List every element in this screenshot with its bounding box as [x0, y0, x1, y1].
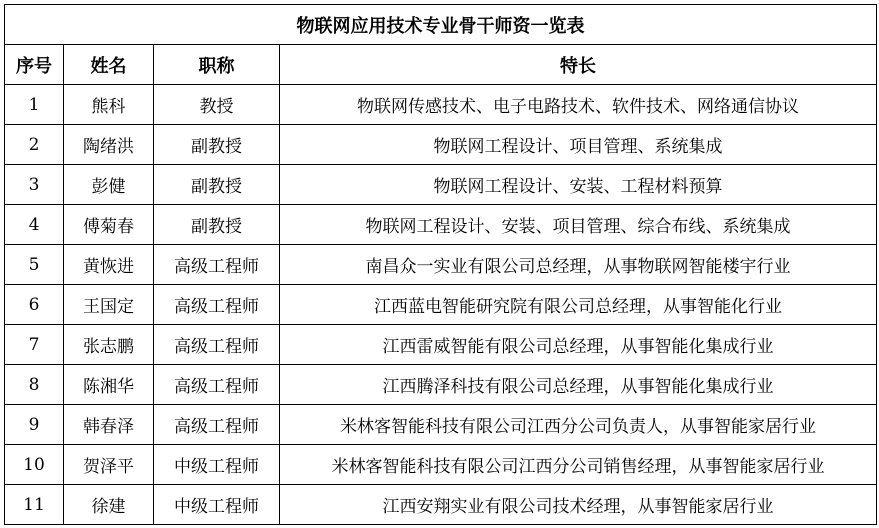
cell-no: 6 [5, 285, 64, 325]
table-title-row [5, 5, 877, 45]
table-row [5, 125, 877, 165]
header-no: 序号 [5, 45, 64, 85]
cell-name: 熊科 [64, 85, 154, 125]
header-title: 职称 [154, 45, 280, 85]
cell-title: 中级工程师 [154, 485, 280, 525]
table-row [5, 205, 877, 245]
cell-specialty: 江西蓝电智能研究院有限公司总经理，从事智能化行业 [280, 285, 877, 325]
table-title: 物联网应用技术专业骨干师资一览表 [5, 5, 877, 45]
cell-name: 王国定 [64, 285, 154, 325]
cell-title: 中级工程师 [154, 445, 280, 485]
table-row [5, 365, 877, 405]
cell-name: 徐建 [64, 485, 154, 525]
cell-specialty: 南昌众一实业有限公司总经理，从事物联网智能楼宇行业 [280, 245, 877, 285]
faculty-table [4, 4, 877, 525]
cell-name: 张志鹏 [64, 325, 154, 365]
table-row [5, 325, 877, 365]
cell-specialty: 米林客智能科技有限公司江西分公司销售经理，从事智能家居行业 [280, 445, 877, 485]
cell-specialty: 物联网传感技术、电子电路技术、软件技术、网络通信协议 [280, 85, 877, 125]
table-row [5, 405, 877, 445]
cell-name: 陶绪洪 [64, 125, 154, 165]
cell-title: 副教授 [154, 165, 280, 205]
cell-title: 高级工程师 [154, 405, 280, 445]
table-row [5, 245, 877, 285]
cell-specialty: 江西雷威智能有限公司总经理，从事智能化集成行业 [280, 325, 877, 365]
header-name: 姓名 [64, 45, 154, 85]
cell-specialty: 物联网工程设计、项目管理、系统集成 [280, 125, 877, 165]
cell-no: 9 [5, 405, 64, 445]
cell-name: 黄恢进 [64, 245, 154, 285]
cell-title: 副教授 [154, 205, 280, 245]
cell-title: 副教授 [154, 125, 280, 165]
cell-specialty: 物联网工程设计、安装、工程材料预算 [280, 165, 877, 205]
table-row [5, 445, 877, 485]
cell-title: 高级工程师 [154, 325, 280, 365]
header-specialty: 特长 [280, 45, 877, 85]
cell-specialty: 米林客智能科技有限公司江西分公司负责人，从事智能家居行业 [280, 405, 877, 445]
table-row [5, 165, 877, 205]
cell-no: 8 [5, 365, 64, 405]
cell-no: 2 [5, 125, 64, 165]
cell-name: 傅菊春 [64, 205, 154, 245]
cell-no: 4 [5, 205, 64, 245]
cell-no: 11 [5, 485, 64, 525]
cell-no: 10 [5, 445, 64, 485]
cell-specialty: 江西腾泽科技有限公司总经理，从事智能化集成行业 [280, 365, 877, 405]
cell-name: 韩春泽 [64, 405, 154, 445]
cell-specialty: 江西安翔实业有限公司技术经理，从事智能家居行业 [280, 485, 877, 525]
cell-title: 高级工程师 [154, 285, 280, 325]
table-header-row [5, 45, 877, 85]
cell-no: 3 [5, 165, 64, 205]
table-row [5, 85, 877, 125]
cell-specialty: 物联网工程设计、安装、项目管理、综合布线、系统集成 [280, 205, 877, 245]
cell-title: 教授 [154, 85, 280, 125]
cell-title: 高级工程师 [154, 245, 280, 285]
cell-no: 7 [5, 325, 64, 365]
cell-name: 彭健 [64, 165, 154, 205]
cell-no: 5 [5, 245, 64, 285]
table-row [5, 285, 877, 325]
cell-title: 高级工程师 [154, 365, 280, 405]
table-row [5, 485, 877, 525]
cell-name: 陈湘华 [64, 365, 154, 405]
cell-no: 1 [5, 85, 64, 125]
cell-name: 贺泽平 [64, 445, 154, 485]
